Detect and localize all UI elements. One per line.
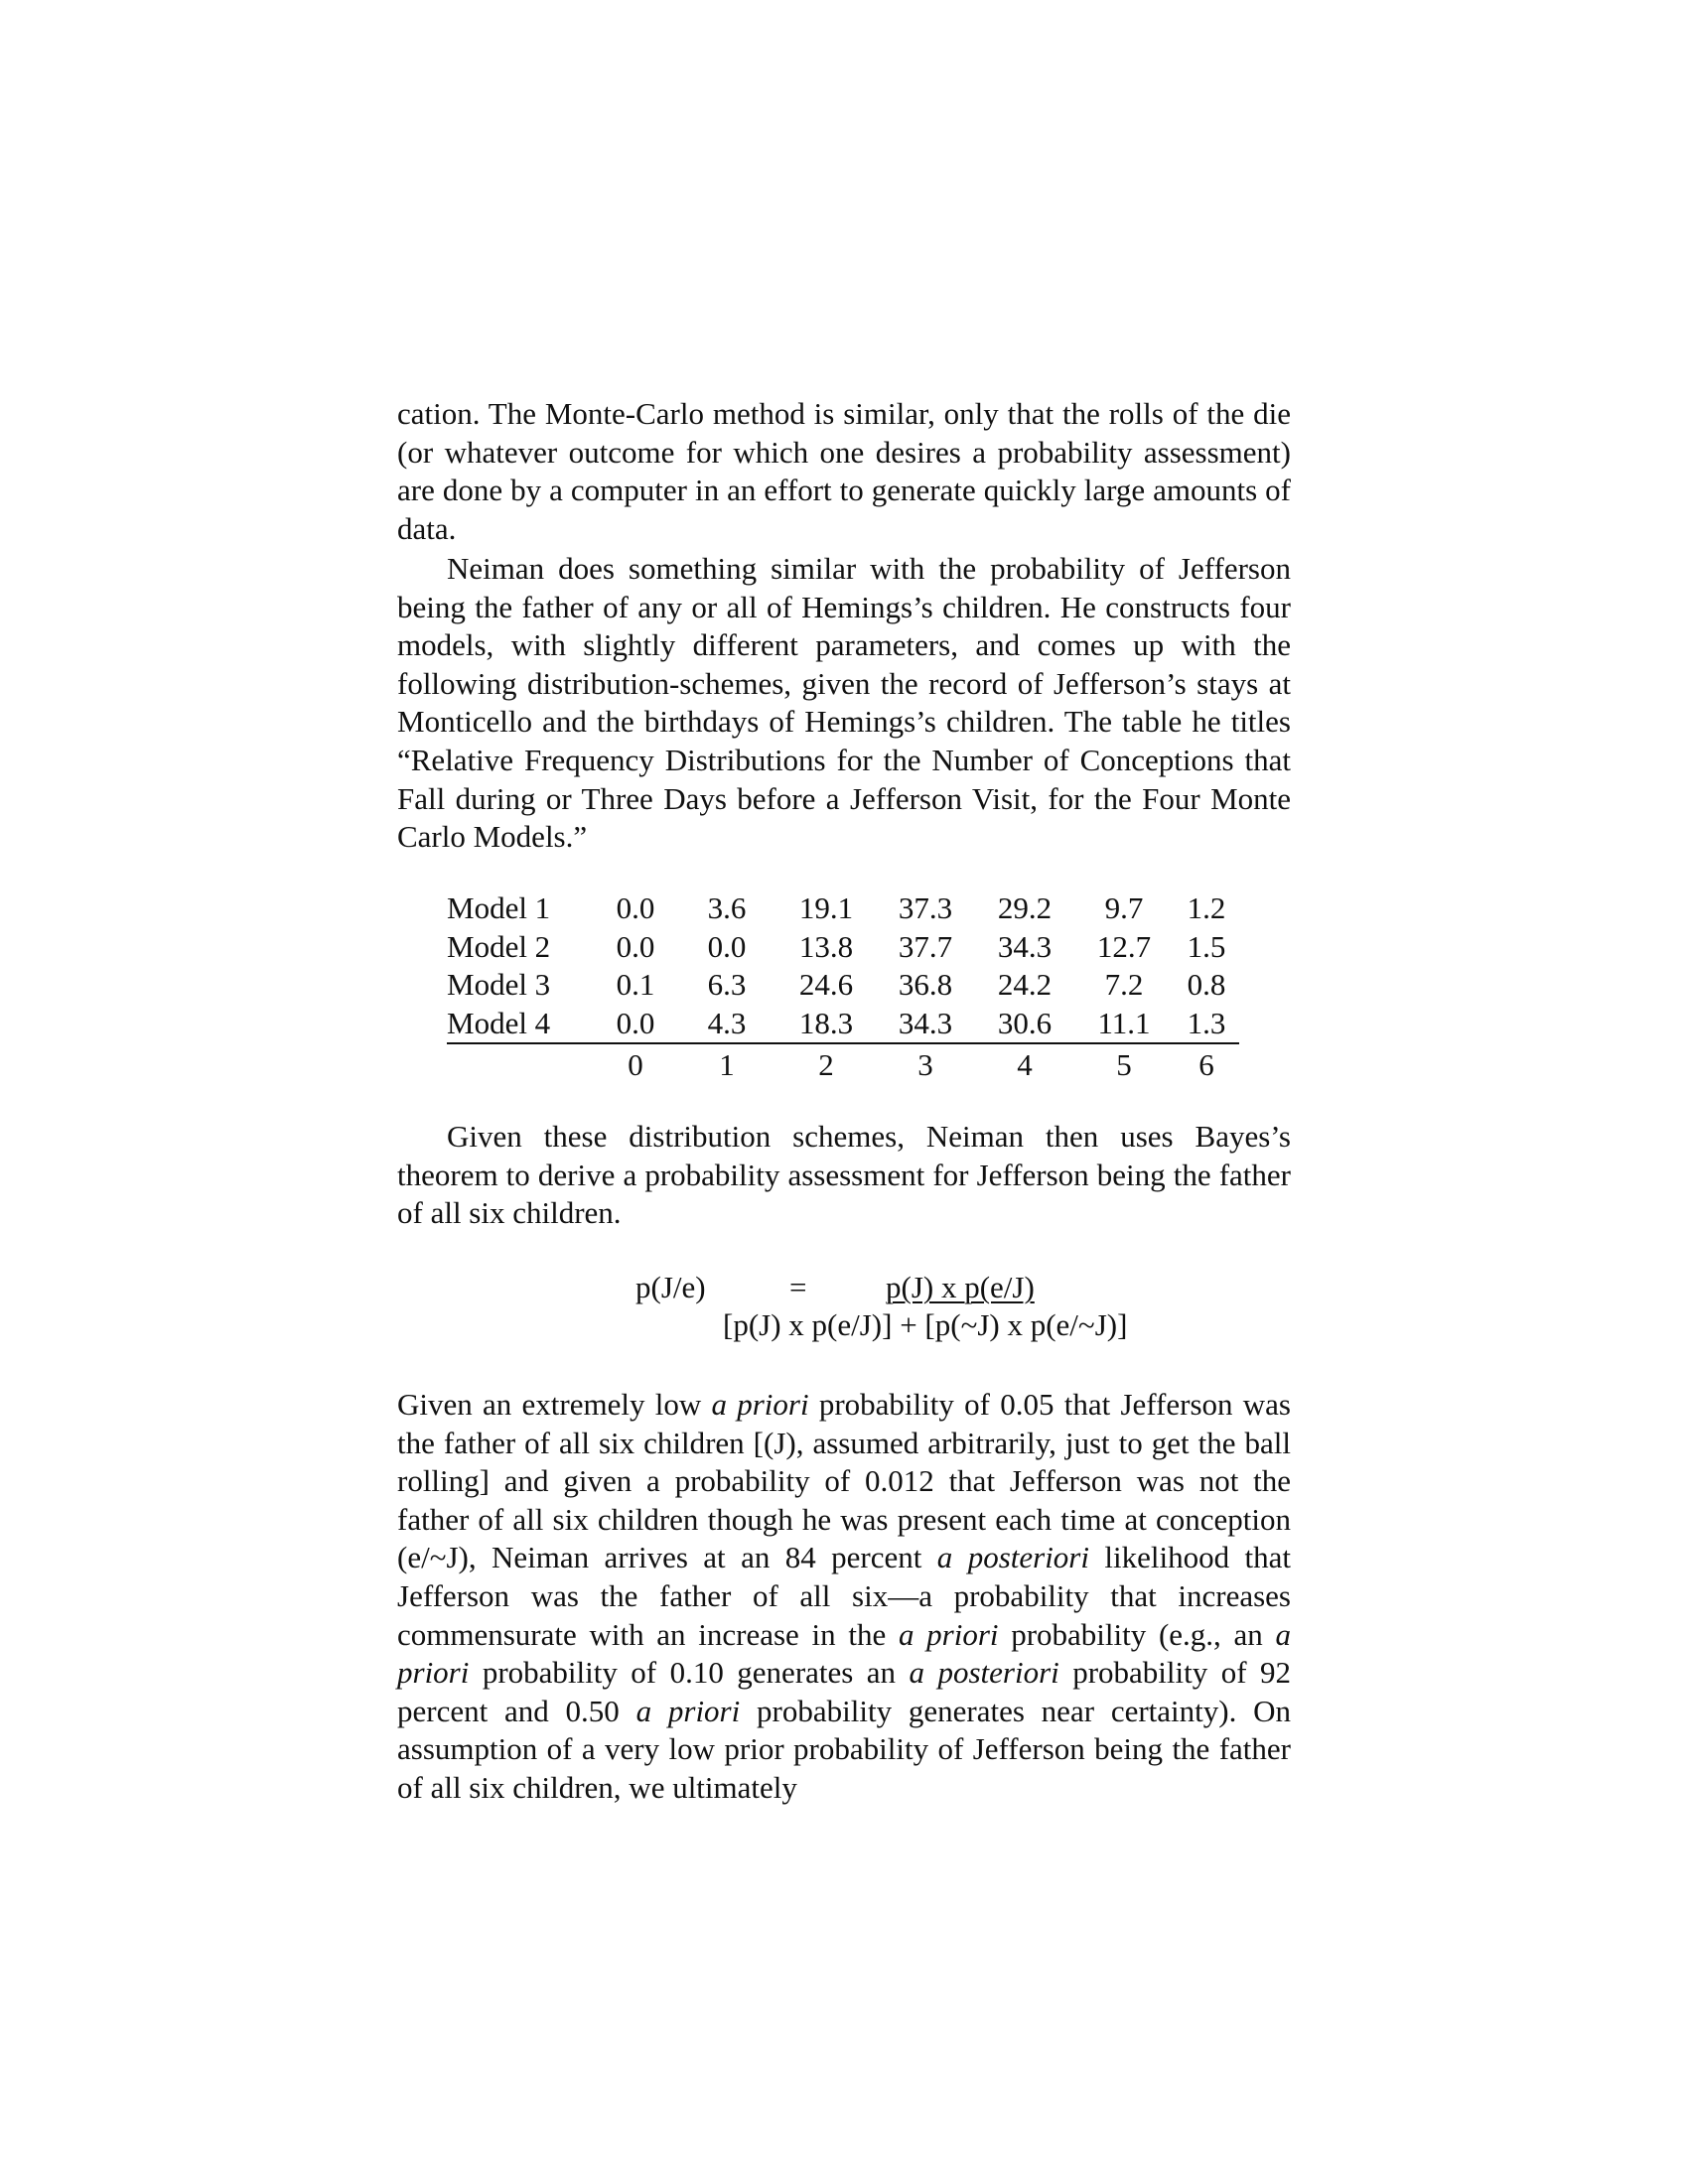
text-run: probability (e.g., an — [998, 1616, 1276, 1652]
paragraph-priori-result — [397, 1386, 1291, 1808]
distribution-table — [447, 889, 1239, 1085]
text-run: probability of 0.10 generates an — [469, 1655, 910, 1691]
table-cell: 1.3 — [1174, 1005, 1239, 1044]
axis-label: 5 — [1116, 1047, 1132, 1083]
table-cell: 7.2 — [1104, 967, 1144, 1003]
paragraph-neiman-models — [397, 550, 1291, 857]
row-label: Model 1 — [447, 890, 551, 925]
table-cell: 29.2 — [997, 890, 1053, 925]
table-cell: 18.3 — [776, 1005, 876, 1044]
table-axis-row — [447, 1043, 1239, 1085]
table-cell: 37.3 — [898, 890, 953, 925]
formula-lhs: p(J/e) — [635, 1270, 706, 1304]
table-cell: 34.3 — [997, 928, 1053, 964]
table-cell: 0.8 — [1187, 967, 1226, 1003]
paragraph-text: cation. The Monte-Carlo method is similar, only that the rolls of the die (or whatever outcome for which one desires a probability assessment) are done by a computer in an effort to generate quickly large amounts of data. — [397, 396, 1291, 546]
table-cell: 36.8 — [898, 967, 953, 1003]
axis-label: 6 — [1198, 1047, 1214, 1083]
table-cell: 34.3 — [876, 1005, 975, 1044]
table-cell: 30.6 — [975, 1005, 1074, 1044]
paragraph-text: Given these distribution schemes, Neiman then uses Bayes’s theorem to derive a probability assessment for Jefferson being the father of all six children. — [397, 1119, 1291, 1231]
table-cell: 0.0 — [616, 890, 655, 925]
table-cell: 13.8 — [798, 928, 854, 964]
formula-equals: = — [789, 1270, 807, 1304]
formula-denominator: [p(J) x p(e/J)] + [p(~J) x p(e/~J)] — [723, 1307, 1128, 1342]
table-row — [447, 889, 1239, 928]
axis-label: 4 — [1017, 1047, 1033, 1083]
paragraph-text — [397, 1386, 1291, 1808]
text-run: probability of 92 percent and 0.50 — [397, 1655, 1291, 1728]
text-run: likelihood that Jefferson was the father of all six—a probability that increases commensurate with an increase in the — [397, 1540, 1291, 1652]
italic-run: a posteriori — [936, 1540, 1089, 1575]
row-label: Model 3 — [447, 967, 551, 1003]
axis-label: 0 — [628, 1047, 643, 1083]
table-cell: 0.1 — [616, 967, 655, 1003]
paragraph-monte-carlo — [397, 395, 1291, 548]
paragraph-bayes-intro — [397, 1118, 1291, 1233]
table-cell: 12.7 — [1096, 928, 1152, 964]
table-cell: 19.1 — [798, 890, 854, 925]
table-cell: 37.7 — [898, 928, 953, 964]
table-cell: 24.2 — [997, 967, 1053, 1003]
italic-run: a priori — [397, 1616, 1291, 1691]
table-cell: 24.6 — [798, 967, 854, 1003]
table-cell: 6.3 — [707, 967, 747, 1003]
table-cell: 1.5 — [1187, 928, 1226, 964]
table-row — [447, 966, 1239, 1005]
table-cell: 1.2 — [1187, 890, 1226, 925]
text-run: probability generates near certainty). On assumption of a very low prior probability of Jefferson being the father of all six children, we ultimately — [397, 1693, 1292, 1805]
table-cell: 0.0 — [707, 928, 747, 964]
axis-label: 2 — [818, 1047, 834, 1083]
italic-run: a priori — [711, 1387, 809, 1422]
italic-run: a priori — [898, 1616, 999, 1652]
table-row — [447, 1005, 1239, 1044]
table-cell: 11.1 — [1074, 1005, 1174, 1044]
table-row — [447, 928, 1239, 967]
italic-run: a priori — [635, 1693, 741, 1728]
row-label: Model 2 — [447, 928, 551, 964]
distribution-table-body — [447, 889, 1239, 1085]
paragraph-text: Neiman does something similar with the probability of Jefferson being the father of any or all of Hemings’s children. He constructs four models, with slightly different parameters, and comes up with the following distribution-schemes, given the record of Jefferson’s stays at Monticello and the birthdays of Hemings’s children. The table he titles “Relative Frequency Distributions for the Number of Conceptions that Fall during or Three Days before a Jefferson Visit, for the Four Monte Carlo Models.” — [397, 551, 1291, 855]
text-run: probability of 0.05 that Jefferson was the father of all six children [(J), assumed arbitrarily, just to get the ball rolling] and given a probability of 0.012 that Jefferson was not the father of all six children though he was present each time at conception (e/~J), Neiman arrives at an 84 percent — [397, 1387, 1291, 1575]
table-cell: 0.0 — [594, 1005, 677, 1044]
axis-blank-cell — [447, 1043, 594, 1085]
table-cell: 0.0 — [616, 928, 655, 964]
table-cell: 9.7 — [1104, 890, 1144, 925]
row-label: Model 4 — [447, 1005, 594, 1044]
table-cell: 4.3 — [677, 1005, 776, 1044]
formula-numerator — [886, 1269, 1035, 1306]
formula-numerator-text: p(J) x p(e/J) — [886, 1270, 1035, 1304]
italic-run: a posteriori — [909, 1655, 1059, 1691]
axis-label: 1 — [719, 1047, 735, 1083]
table-cell: 3.6 — [707, 890, 747, 925]
text-run: Given an extremely low — [397, 1387, 712, 1422]
axis-label: 3 — [917, 1047, 933, 1083]
